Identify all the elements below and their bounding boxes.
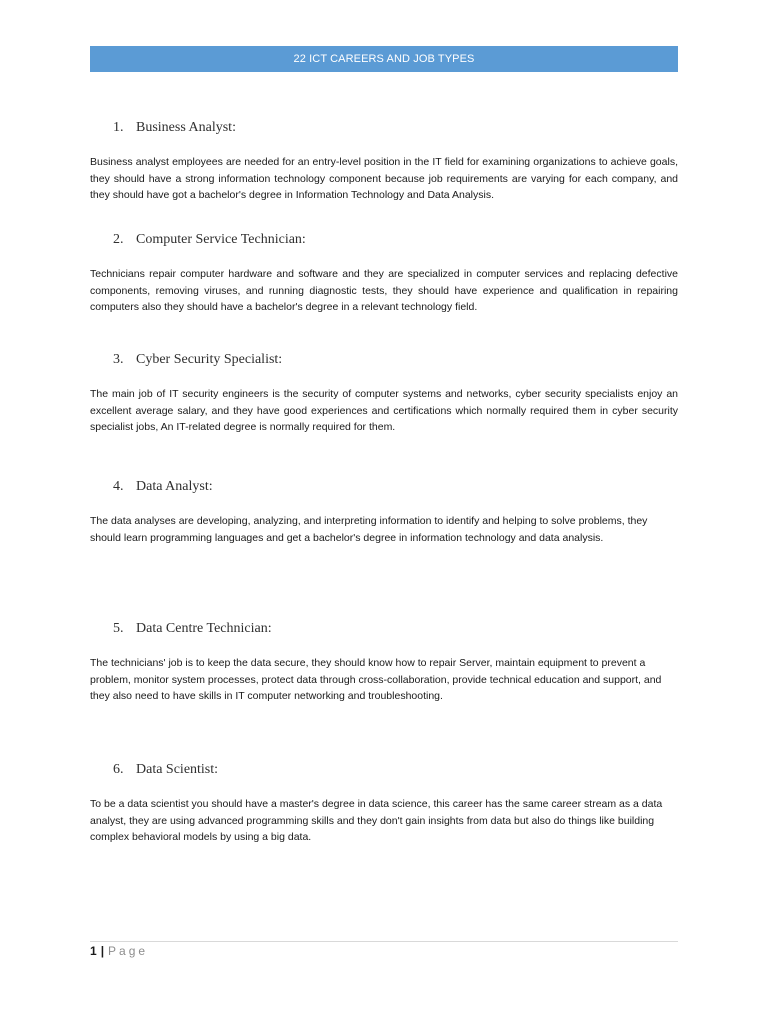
section-number: 5.: [113, 621, 124, 636]
section-title: Business Analyst:: [136, 120, 236, 135]
section-number: 4.: [113, 479, 124, 494]
document-title: 22 ICT CAREERS AND JOB TYPES: [293, 53, 475, 65]
page-label: Page: [108, 944, 149, 958]
section-number: 3.: [113, 352, 124, 367]
section-business-analyst: [90, 118, 678, 204]
section-data-centre-technician: [90, 619, 678, 705]
section-data-scientist: [90, 760, 678, 846]
section-number: 1.: [113, 120, 124, 135]
section-paragraph: Technicians repair computer hardware and software and they are specialized in computer services and replacing defective components, removing viruses, and running diagnostic tests, they should have experience and qualification in repairing computers also they should have a bachelor's degree in a relevant technology field.: [90, 268, 678, 314]
section-title: Data Analyst:: [136, 479, 213, 494]
section-heading: [113, 350, 678, 370]
section-heading: [113, 760, 678, 780]
page-footer: [90, 944, 148, 958]
section-title: Data Centre Technician:: [136, 621, 272, 636]
section-cyber-security-specialist: [90, 350, 678, 436]
section-paragraph: To be a data scientist you should have a master's degree in data science, this career has the same career stream as a data analyst, they are using advanced programming skills and they don't gain insights from data but also do things like building complex behavioral models by using a big data.: [90, 798, 663, 844]
section-paragraph: Business analyst employees are needed for an entry-level position in the IT field for examining organizations to achieve goals, they should have a strong information technology component because job requirements are varying for each company, and they should have got a bachelor's degree in Information Technology and Data Analysis.: [90, 156, 678, 202]
footer-divider: [90, 941, 678, 942]
section-number: 2.: [113, 232, 124, 247]
section-heading: [113, 477, 678, 497]
section-heading: [113, 619, 678, 639]
section-title: Data Scientist:: [136, 762, 219, 777]
section-title: Cyber Security Specialist:: [136, 352, 283, 367]
section-heading: [113, 118, 678, 138]
page-number: 1: [90, 944, 97, 958]
section-data-analyst: [90, 477, 678, 546]
section-number: 6.: [113, 762, 124, 777]
section-paragraph: The main job of IT security engineers is the security of computer systems and networks, cyber security specialists enjoy an excellent average salary, and they have good experiences and certifications which normally required them in cyber security specialist jobs, An IT-related degree is normally required for them.: [90, 388, 678, 434]
section-heading: [113, 230, 678, 250]
section-computer-service-technician: [90, 230, 678, 316]
section-paragraph: The data analyses are developing, analyzing, and interpreting information to identify and helping to solve problems, they should learn programming languages and get a bachelor's degree in information technology and data analysis.: [90, 515, 648, 544]
section-paragraph: The technicians' job is to keep the data secure, they should know how to repair Server, maintain equipment to prevent a problem, monitor system processes, protect data through cross-collaboration, provide technical education and support, and they also need to have skills in IT computer networking and troubleshooting.: [90, 657, 662, 703]
footer-separator: |: [100, 944, 105, 958]
document-title-bar: [90, 46, 678, 72]
section-title: Computer Service Technician:: [136, 232, 306, 247]
